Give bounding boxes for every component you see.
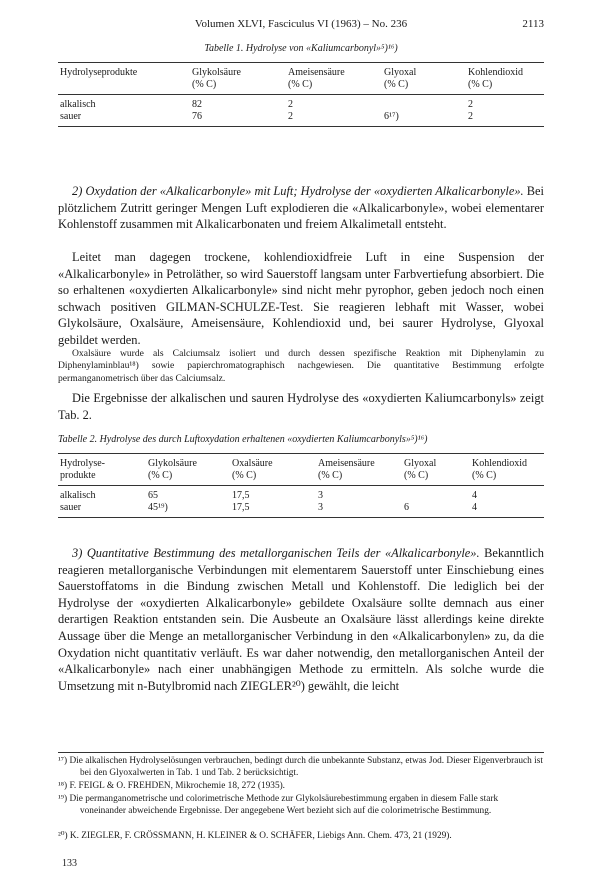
table2-cell: 6 [402, 502, 470, 518]
table2-cell: 17,5 [230, 502, 316, 518]
table2-cell: 4 [470, 502, 544, 518]
table2-cell: alkalisch [58, 486, 146, 503]
table1-header-text: Glykolsäure [192, 67, 241, 78]
section2-small-text: Oxalsäure wurde als Calciumsalz isoliert und durch dessen spezifische Reaktion mit Diphenylamin zu Diphenylaminblau¹⁸) sowie papierchromatographisch nachgewiesen. Die quantitative Bestimmung erfolgte permanganometrisch über das Calciumsalz. [58, 348, 544, 384]
footnote-19: ¹⁹) Die permanganometrische und colorimetrische Methode zur Glykolsäurebestimmung ergaben in diesem Falle stark voneinander abweichende Ergebnisse. Der angegebene Wert bezieht sich auf die colorimetrische Bestimmung. [58, 794, 499, 816]
table1-header-row [58, 63, 544, 95]
table1-header-text: (% C) [192, 79, 217, 90]
table2-header-cell [230, 454, 316, 486]
table1-cell: 2 [466, 95, 544, 112]
section2-text2: Leitet man dagegen trockene, kohlendioxidfreie Luft in eine Suspension der «Alkalicarbonyle» in Petroläther, so wird Sauerstoff langsam unter Farbvertiefung absorbiert. Die so erhaltenen «oxydierten Alkalicarbonyle» sind nicht mehr pyrophor, geben jedoch noch einen schwach positiven GILMAN-SCHULZE-Test. Sie reagieren lebhaft mit Wasser, wobei Glykolsäure, Oxalsäure, Ameisensäure, Kohlendioxid und, bei saurer Hydrolyse, Glyoxal gebildet werden. [58, 250, 544, 347]
running-header [58, 18, 544, 30]
table2-header-text: Glykolsäure [148, 458, 197, 469]
table2-cell: 17,5 [230, 486, 316, 503]
table2-header-text: (% C) [472, 470, 497, 481]
table2-cell: 3 [316, 502, 402, 518]
table2-header-cell [146, 454, 230, 486]
table1-header-cell [382, 63, 466, 95]
table1-cell [382, 95, 466, 112]
table2-header-text: produkte [60, 470, 96, 481]
footnote-20: ²⁰) K. ZIEGLER, F. CRÖSSMANN, H. KLEINER & O. SCHÄFER, Liebigs Ann. Chem. 473, 21 (1929). [58, 831, 452, 841]
table1-cell: 76 [190, 111, 286, 127]
table1 [58, 62, 544, 127]
table2-caption: Tabelle 2. Hydrolyse des durch Luftoxydation erhaltenen «oxydierten Kaliumcarbonyls»⁵)¹⁶) [58, 434, 428, 445]
section2-heading: 2) Oxydation der «Alkalicarbonyle» mit Luft; Hydrolyse der «oxydierten Alkalicarbonyle». [72, 184, 524, 198]
table2-header-text: Hydrolyse- [60, 458, 105, 469]
table2-header-text: (% C) [318, 470, 343, 481]
table1-cell: 2 [466, 111, 544, 127]
table1-header-cell [58, 63, 190, 95]
section2-text3: Die Ergebnisse der alkalischen und sauren Hydrolyse des «oxydierten Kaliumcarbonyls» zeigt Tab. 2. [58, 391, 544, 422]
table2-cell: 45¹⁹) [146, 502, 230, 518]
table2-header-cell [316, 454, 402, 486]
table1-header-text: (% C) [468, 79, 493, 90]
table2-cell [402, 486, 470, 503]
table1-caption: Tabelle 1. Hydrolyse von «Kaliumcarbonyl»⁵)¹⁶) [204, 43, 398, 54]
footnote-17: ¹⁷) Die alkalischen Hydrolyselösungen verbrauchen, bedingt durch die unbekannte Substanz, etwas Jod. Dieser Eigenverbrauch ist bei den Glyoxalwerten in Tab. 1 und Tab. 2 berücksichtigt. [58, 756, 543, 778]
footnote-18: ¹⁸) F. FEIGL & O. FREHDEN, Mikrochemie 18, 272 (1935). [58, 781, 286, 791]
table1-cell: alkalisch [58, 95, 190, 112]
footnote-rule [58, 752, 544, 753]
table1-cell: 6¹⁷) [382, 111, 466, 127]
section2-text1: Bei plötzlichem Zutritt geringer Mengen Luft explodieren die «Alkalicarbonyle», wobei elementarer Kohlenstoff zusammen mit Alkalicarbonaten und freiem Alkalimetall entsteht. [58, 184, 544, 232]
table1-row [58, 95, 544, 112]
table2-row [58, 502, 544, 518]
table1-row [58, 111, 544, 127]
table2-row [58, 486, 544, 503]
table2-cell: 65 [146, 486, 230, 503]
table2-cell: 4 [470, 486, 544, 503]
table2-header-cell [58, 454, 146, 486]
table2-header-text: Oxalsäure [232, 458, 273, 469]
section3-text: Bekanntlich reagieren metallorganische Verbindungen mit elementarem Sauerstoff unter Einschiebung eines Sauerstoffatoms in die Bindung zwischen Metall und Kohlenstoff. Die lediglich bei der Hydrolyse der «oxydierten Alkalicarbonyle» gebildete Oxalsäure sollte demnach aus einer derartigen Reaktion entstanden sein. Die Ausbeute an Oxalsäure lässt allerdings keine direkte Aussage über die Menge an metallorganischer Verbindung in den «Alkalicarbonylen» zu, da die Oxydation nicht quantitativ verläuft. Es war daher notwendig, den metallorganischen Anteil der «Alkalicarbonyle» nach einer unabhängigen Methode zu ermitteln. Als solche wurde die Umsetzung mit n-Butylbromid nach ZIEGLER²⁰) gewählt, die leicht [58, 546, 544, 693]
table2-header-text: Kohlendioxid [472, 458, 527, 469]
table2-header-cell [402, 454, 470, 486]
table1-cell: sauer [58, 111, 190, 127]
section3-heading: 3) Quantitative Bestimmung des metallorganischen Teils der «Alkalicarbonyle». [72, 546, 480, 560]
table1-header-text: (% C) [384, 79, 409, 90]
table1-header-cell [286, 63, 382, 95]
table2-cell: 3 [316, 486, 402, 503]
table1-header-text: Glyoxal [384, 67, 417, 78]
table1-cell: 82 [190, 95, 286, 112]
table1-header-text: Kohlendioxid [468, 67, 523, 78]
table1-header-cell [466, 63, 544, 95]
table1-header-text: Ameisensäure [288, 67, 345, 78]
running-title: Volumen XLVI, Fasciculus VI (1963) – No. 236 [194, 18, 408, 30]
table1-cell: 2 [286, 111, 382, 127]
table1-cell: 2 [286, 95, 382, 112]
table2-header-text: Glyoxal [404, 458, 437, 469]
table1-header-cell [190, 63, 286, 95]
table2-header-text: (% C) [404, 470, 429, 481]
table1-header-text: Hydrolyseprodukte [60, 67, 138, 78]
section2-paragraph [58, 183, 544, 233]
table2-header-text: (% C) [148, 470, 173, 481]
table2-header-row [58, 454, 544, 486]
table2-header-text: Ameisensäure [318, 458, 375, 469]
table2-header-cell [470, 454, 544, 486]
table1-header-text: (% C) [288, 79, 313, 90]
table2-cell: sauer [58, 502, 146, 518]
page-number: 2113 [522, 18, 544, 30]
table2 [58, 453, 544, 518]
section3-paragraph [58, 545, 544, 694]
table2-header-text: (% C) [232, 470, 257, 481]
page-signature: 133 [62, 858, 77, 869]
